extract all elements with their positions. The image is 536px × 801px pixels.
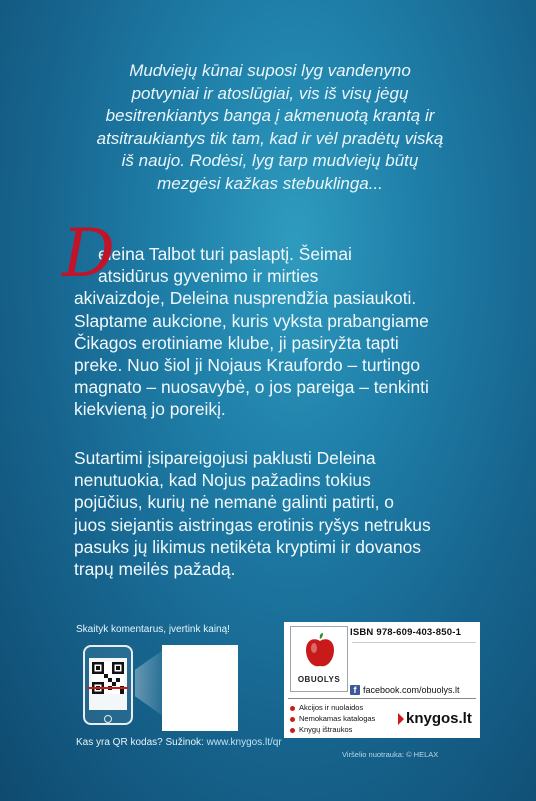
- blurb-line: juos siejantis aistringas erotinis ryšys netrukus: [74, 514, 431, 535]
- quote-line: atsitraukiantys tik tam, kad ir vėl pradėtų viską: [96, 128, 444, 148]
- publisher-name: OBUOLYS: [297, 675, 341, 684]
- panel-divider: [288, 698, 476, 699]
- feature-item: [290, 724, 375, 735]
- blurb-line: pasuks jų likimus netikėta kryptimi ir dovanos: [74, 536, 421, 557]
- blurb-line: pojūčius, kurių nė nemanė galinti patirti, o: [74, 492, 394, 513]
- blurb-line: Slaptame aukcione, kuris vyksta prabangiame: [74, 310, 429, 331]
- facebook-url: facebook.com/obuolys.lt: [363, 685, 460, 695]
- blurb-line: nenutuokia, kad Nojus pažadins tokius: [74, 470, 371, 491]
- qr-info-link[interactable]: www.knygos.lt/qr: [206, 737, 282, 748]
- blurb-line-text: eleina Talbot turi paslaptį. Šeimai: [98, 244, 352, 264]
- isbn-number: ISBN 978-609-403-850-1: [350, 627, 462, 638]
- barcode-area: [352, 642, 476, 682]
- quote-line: besitrenkiantys banga į akmenuotą krantą ir: [105, 106, 435, 125]
- blurb-line: [74, 243, 474, 265]
- phone-icon: [83, 645, 133, 725]
- blurb-line: preke. Nuo šiol ji Nojaus Kraufordo – turtingo: [74, 355, 421, 376]
- phone-home-button: [104, 715, 112, 723]
- quote-line: Mudviejų kūnai suposi lyg vandenyno: [129, 61, 411, 80]
- bullet-icon: [290, 717, 295, 722]
- blurb-line: magnato – nuosavybė, o jos pareiga – tenkinti: [74, 377, 429, 398]
- blurb-line: akivaizdoje, Deleina nusprendžia pasiaukoti.: [74, 288, 417, 309]
- blurb-paragraph-2: [74, 447, 474, 580]
- feature-item: [290, 702, 375, 713]
- facebook-link[interactable]: [350, 684, 478, 696]
- qr-info-text: Kas yra QR kodas? Sužinok:: [76, 737, 207, 748]
- quote-line: iš naujo. Rodėsi, lyg tarp mudviejų būtų: [121, 151, 419, 170]
- blurb-line: kiekvieną jo poreikį.: [74, 399, 226, 420]
- back-cover-quote: [70, 60, 470, 195]
- blurb-line: Čikagos erotiniame klube, ji pasiryžta tapti: [74, 332, 399, 353]
- photo-credit: Viršelio nuotrauka: © HELAX: [342, 750, 439, 759]
- feature-item: [290, 713, 375, 724]
- quote-line: mezgėsi kažkas stebuklinga...: [157, 173, 383, 193]
- qr-code-area[interactable]: [162, 645, 238, 731]
- bullet-icon: [290, 706, 295, 711]
- qr-info: [76, 737, 282, 748]
- knygos-text: knygos.lt: [406, 710, 472, 727]
- feature-text: Nemokamas katalogas: [299, 714, 376, 723]
- feature-text: Akcijos ir nuolaidos: [299, 703, 364, 712]
- qr-caption: Skaityk komentarus, įvertink kainą!: [76, 624, 230, 635]
- feature-text: Knygų ištraukos: [299, 725, 353, 734]
- scan-line: [87, 687, 129, 689]
- knygos-logo[interactable]: [398, 710, 472, 727]
- blurb-line: Sutartimi įsipareigojusi paklusti Deleina: [74, 448, 376, 468]
- feature-list: [290, 702, 375, 735]
- facebook-icon: f: [350, 685, 360, 695]
- quote-line: potvyniai ir atoslūgiai, vis iš visų jėgų: [131, 83, 409, 103]
- publisher-panel: [284, 622, 480, 738]
- bullet-icon: [290, 728, 295, 733]
- scan-beam: [135, 650, 163, 716]
- qr-code-icon: [92, 662, 124, 694]
- cursor-arrow-icon: [398, 713, 404, 725]
- blurb-line-text: atsidūrus gyvenimo ir mirties: [98, 266, 319, 287]
- publisher-logo: [290, 626, 348, 692]
- blurb-paragraph-1: [62, 215, 474, 421]
- blurb-line: trapų meilės pažadą.: [74, 559, 236, 580]
- drop-cap-letter: D: [62, 215, 115, 292]
- apple-icon: [304, 633, 336, 669]
- blurb-line: [74, 265, 474, 287]
